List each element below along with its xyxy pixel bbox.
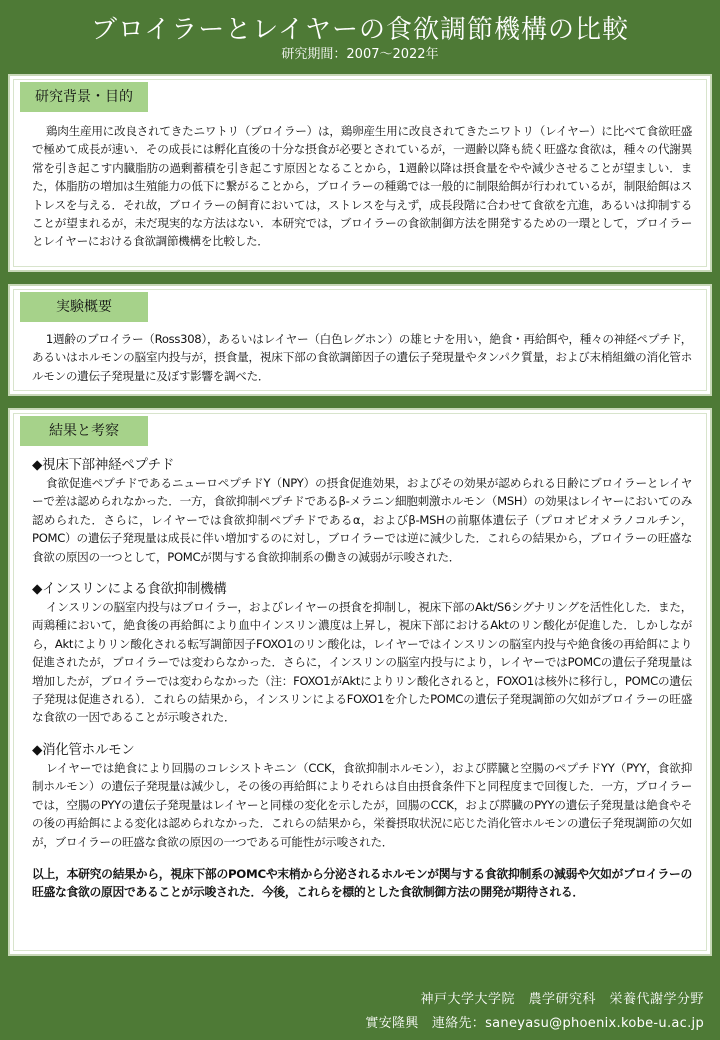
experiment-panel (8, 284, 712, 396)
section-heading: ◆インスリンによる食欲抑制機構 (32, 581, 227, 598)
experiment-text: 1週齢のブロイラー（Ross308），あるいはレイヤー（白色レグホン）の雄ヒナを用い，絶食・再給餌や，種々の神経ペプチド，あるいはホルモンの脳室内投与が，摂食量，視床下部の食欲調節因子の遺伝子発現量やタンパク質量，および末梢組織の消化管ホルモンの遺伝子発現量に及ぼす影響を調べた． (32, 332, 692, 383)
section-text: レイヤーでは絶食により回腸のコレシストキニン（CCK，食欲抑制ホルモン），および膵臓と空腸のペプチドYY（PYY，食欲抑制ホルモン）の遺伝子発現量は減少し，その後の再給餌によりそれらは自由摂食条件下と同程度まで回復した．一方，ブロイラーでは，空腸のPYYの遺伝子発現量はレイヤーと同様の変化を示したが，回腸のCCK，および膵臓のPYYの遺伝子発現量は絶食やその後の再給餌による変化は認められなかった．これらの結果から，栄養摂取状況に応じた消化管ホルモンの遺伝子発現調節の欠如が，ブロイラーの旺盛な食欲の原因の一つである可能性が示唆された． (32, 760, 692, 849)
background-text: 鶏肉生産用に改良されてきたニワトリ（ブロイラー）は，鶏卵産生用に改良されてきたニワトリ（レイヤー）に比べて食欲旺盛で極めて成長が速い．その成長には孵化直後の十分な摂食が必要とされているが，一週齢以降も続く旺盛な食欲は，種々の代謝異常を引き起こす内臓脂肪の過剰蓄積を引き起こす原因となることから，1週齢以降は摂食量をやや減少させることが望ましい．また，体脂肪の増加は生殖能力の低下に繋がることから，ブロイラーの種鶏では一般的に制限給餌が行われているが，制限給餌はストレスを与える．それ故，ブロイラーの飼育においては，ストレスを与えず，成長段階に合わせて食欲を亢進，あるいは抑制することが望まれるが，未だ現実的な方法はない．本研究では，ブロイラーの食欲制御方法を開発するための一環として，ブロイラーとレイヤーにおける食欲調節機構を比較した． (32, 124, 692, 249)
poster-title: ブロイラーとレイヤーの食欲調節機構の比較 (91, 15, 629, 45)
results-body (32, 456, 692, 902)
section-heading: ◆消化管ホルモン (32, 741, 135, 758)
contact-info: 實安隆興 連絡先：saneyasu@phoenix.kobe-u.ac.jp (365, 1016, 704, 1031)
section-label-background: 研究背景・目的 (20, 82, 148, 112)
poster-header (0, 0, 720, 72)
section-text: 食欲促進ペプチドであるニューロペプチドY（NPY）の摂食促進効果，およびその効果が認められる日齢にブロイラーとレイヤーで差は認められなかった．一方，食欲抑制ペプチドであるβ-メラニン細胞刺激ホルモン（MSH）の効果はレイヤーにおいてのみ認められた．さらに，レイヤーでは食欲抑制ペプチドであるα，およびβ-MSHの前駆体遺伝子（プロオピオメラノコルチン，POMC）の遺伝子発現量は成長に伴い増加するのに対し，ブロイラーでは逆に減少した．これらの結果から，ブロイラーの旺盛な食欲の原因の一つとして，POMCが関与する食欲抑制系の働きの減弱が示唆された． (32, 476, 692, 564)
conclusion-text: 以上，本研究の結果から，視床下部のPOMCや末梢から分泌されるホルモンが関与する食欲抑制系の減弱や欠如がブロイラーの旺盛な食欲の原因であることが示唆された．今後，これらを標的とした食欲制御方法の開発が期待される． (32, 866, 692, 900)
research-period: 研究期間：2007～2022年 (281, 47, 439, 62)
section-heading: ◆視床下部神経ペプチド (32, 457, 175, 473)
poster-footer (0, 984, 720, 1040)
section-text: インスリンの脳室内投与はブロイラー，およびレイヤーの摂食を抑制し，視床下部のAkt/S6シグナリングを活性化した．また，両鶏種において，絶食後の再給餌により血中インスリン濃度は上昇し，視床下部におけるAktのリン酸化が促進した．しかしながら，Aktによりリン酸化される転写調節因子FOXO1のリン酸化は，レイヤーではインスリンの脳室内投与や絶食後の再給餌により促進されたが，ブロイラーでは変わらなかった．さらに，インスリンの脳室内投与により，レイヤーではPOMCの遺伝子発現量は増加したが，ブロイラーでは変わらなかった（注：FOXO1がAktによりリン酸化されると，FOXO1は核外に移行し，POMCの遺伝子発現は促進される）．これらの結果から，インスリンによるFOXO1を介したPOMCの遺伝子発現調節の欠如がブロイラーの旺盛な食欲の一因であることが示唆された． (32, 600, 692, 725)
results-panel (8, 408, 712, 956)
section-label-experiment: 実験概要 (20, 292, 148, 322)
affiliation: 神戸大学大学院 農学研究科 栄養代謝学分野 (420, 992, 704, 1007)
section-label-results: 結果と考察 (20, 416, 148, 446)
background-panel (8, 74, 712, 272)
